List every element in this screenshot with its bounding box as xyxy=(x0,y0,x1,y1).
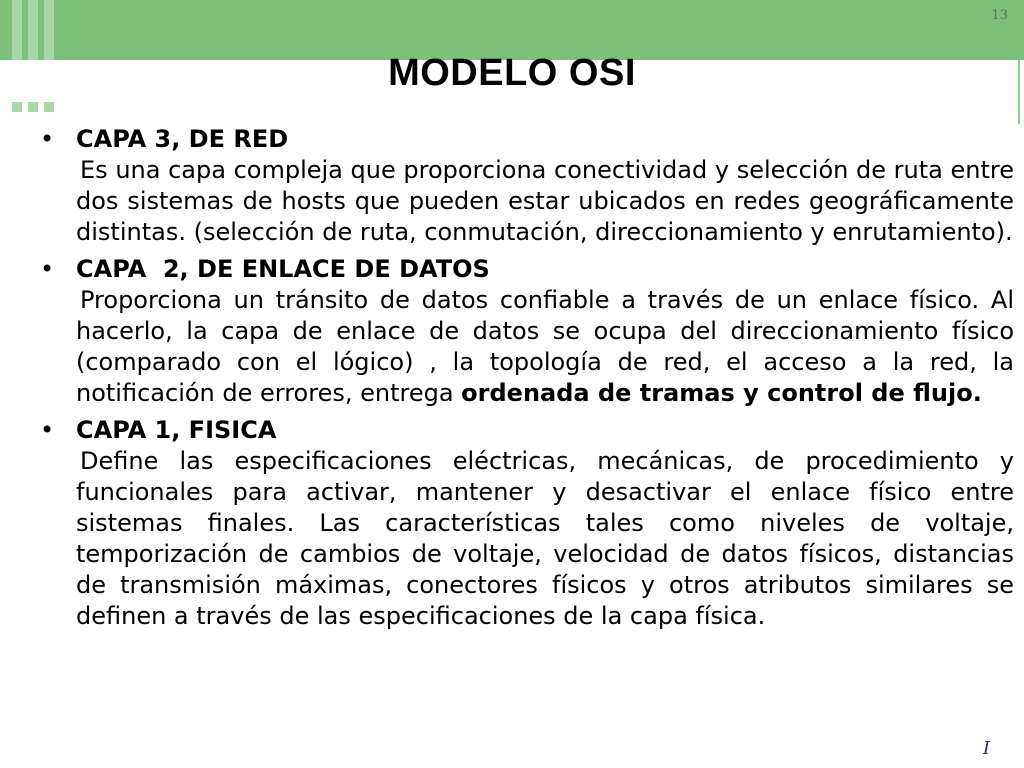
layer-description xyxy=(76,285,1014,409)
decor-dash xyxy=(12,102,22,112)
layer-description-emphasis: ordenada de tramas y control de flujo. xyxy=(461,379,982,407)
layer-description xyxy=(76,155,1014,248)
layer-description-text: Es una capa compleja que proporciona conectividad y selección de ruta entre dos sistemas de hosts que pueden estar ubicados en redes geográficamente distintas. (selección de ruta, conmutación, direccionamiento y enrutamiento). xyxy=(76,156,1014,246)
bullet-icon: • xyxy=(40,125,55,153)
layer-heading-text: CAPA 1, FISICA xyxy=(76,416,277,444)
layer-description xyxy=(76,446,1014,632)
header-banner xyxy=(0,0,1024,60)
slide-title: MODELO OSI xyxy=(388,52,636,94)
footer-mark: I xyxy=(982,738,990,759)
layer-description-text: Proporciona un tránsito de datos confiable a través de un enlace físico. Al hacerlo, la capa de enlace de datos se ocupa del direccionamiento físico (comparado con el lógico) , la topología de red, el acceso a la red, la notificación de errores, entrega xyxy=(76,286,1014,407)
layer-heading xyxy=(40,254,1014,285)
layer-item xyxy=(40,124,1014,248)
layer-heading-text: CAPA 3, DE RED xyxy=(76,125,289,153)
layer-item xyxy=(40,415,1014,632)
decor-dash xyxy=(28,102,38,112)
bullet-icon: • xyxy=(40,255,55,283)
page-number: 13 xyxy=(991,8,1008,23)
layer-heading xyxy=(40,124,1014,155)
decor-strip xyxy=(28,0,38,60)
slide-content xyxy=(40,124,1014,638)
decor-strip xyxy=(44,0,54,60)
layer-heading xyxy=(40,415,1014,446)
bullet-icon: • xyxy=(40,416,55,444)
layer-heading-text: CAPA 2, DE ENLACE DE DATOS xyxy=(76,255,490,283)
decor-dash xyxy=(44,102,54,112)
layer-item xyxy=(40,254,1014,409)
decor-strip xyxy=(12,0,22,60)
layer-description-text: Define las especificaciones eléctricas, mecánicas, de procedimiento y funcionales para activar, mantener y desactivar el enlace físico entre sistemas finales. Las características tales como niveles de voltaje, temporización de cambios de voltaje, velocidad de datos físicos, distancias de transmisión máximas, conectores físicos y otros atributos similares se definen a través de las especificaciones de la capa física. xyxy=(76,447,1014,630)
